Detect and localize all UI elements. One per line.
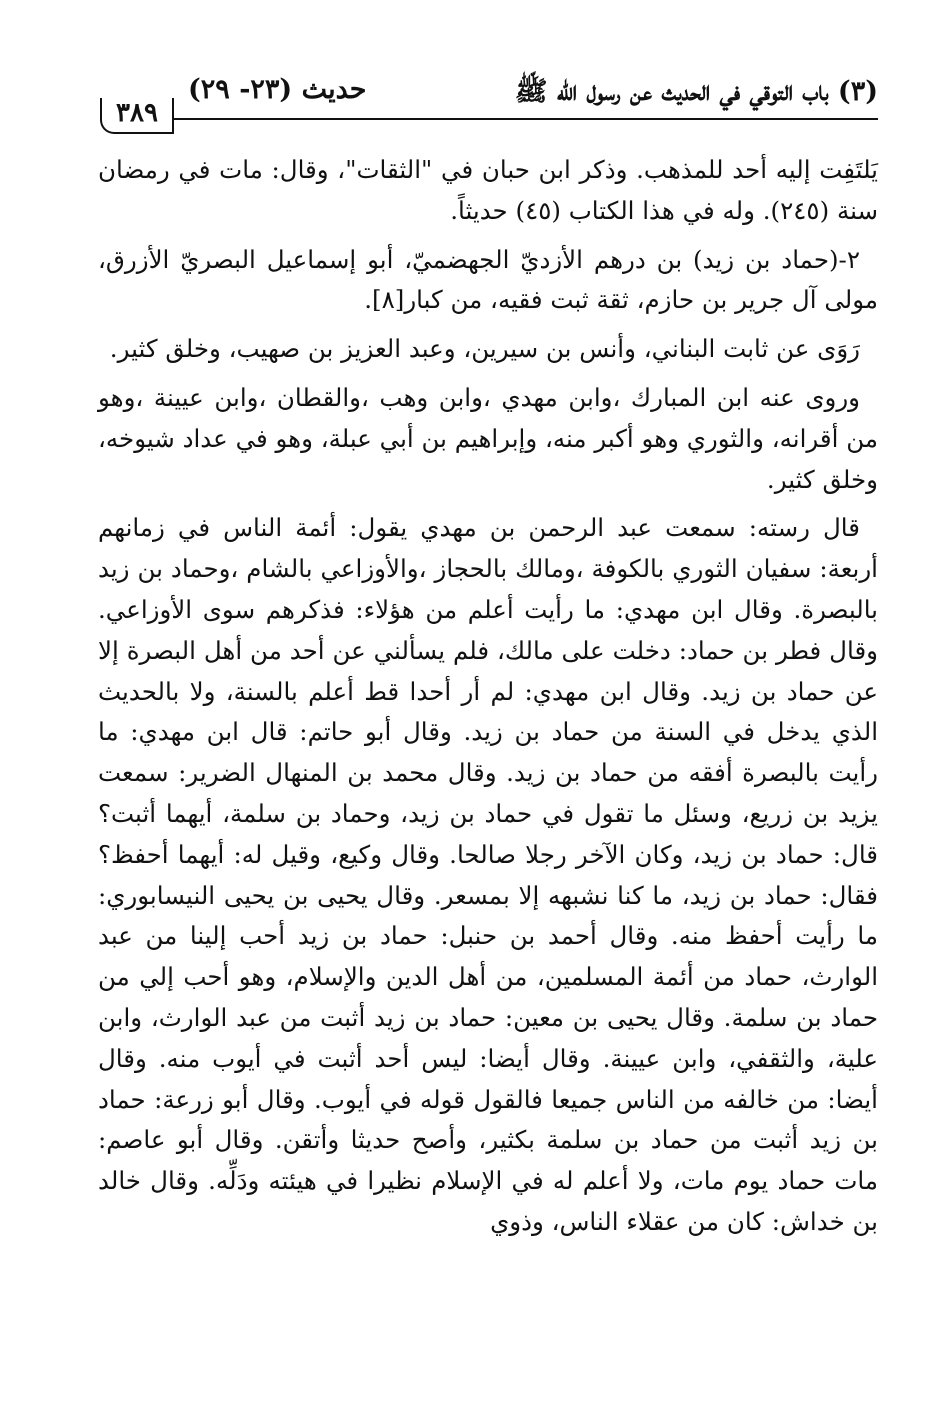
page-header <box>98 62 878 128</box>
page-number: ٣٨٩ <box>100 98 174 134</box>
body-text <box>98 150 878 1243</box>
paragraph: ٢-(حماد بن زيد) بن درهم الأزديّ الجهضميّ، أبو إسماعيل البصريّ الأزرق، مولى آل جرير بن حازم، ثقة ثبت فقيه، من كبار[٨]. <box>98 244 878 315</box>
paragraph: رَوَى عن ثابت البناني، وأنس بن سيرين، وعبد العزيز بن صهيب، وخلق كثير. <box>109 334 860 364</box>
hadith-range: حديث (٢٣- ٢٩) <box>188 74 367 105</box>
paragraph: يَلتَفِت إليه أحد للمذهب. وذكر ابن حبان في "الثقات"، وقال: مات في رمضان سنة (٢٤٥). وله في هذا الكتاب (٤٥) حديثاً. <box>98 155 878 225</box>
header-rule <box>170 118 878 120</box>
book-page <box>98 62 878 1251</box>
chapter-title: (٣) باب التوقي في الحديث عن رسول الله ﷺ <box>514 76 878 107</box>
paragraph: قال رسته: سمعت عبد الرحمن بن مهدي يقول: أئمة الناس في زمانهم أربعة: سفيان الثوري بالكوفة ،ومالك بالحجاز ،والأوزاعي بالشام ،وحماد بن زيد بالبصرة. وقال ابن مهدي: ما رأيت أعلم من هؤلاء: فذكرهم سوى الأوزاعي. وقال فطر بن حماد: دخلت على مالك، فلم يسألني عن أحد من أهل البصرة إلا عن حماد بن زيد. وقال ابن مهدي: لم أر أحدا قط أعلم بالسنة، ولا بالحديث الذي يدخل في السنة من حماد بن زيد. وقال أبو حاتم: قال ابن مهدي: ما رأيت بالبصرة أفقه من حماد بن زيد. وقال محمد بن المنهال الضرير: سمعت يزيد بن زريع، وسئل ما تقول في حماد بن زيد، وحماد بن سلمة، أيهما أثبت؟ قال: حماد بن زيد، وكان الآخر رجلا صالحا. وقال وكيع، وقيل له: أيهما أحفظ؟ فقال: حماد بن زيد، ما كنا نشبهه إلا بمسعر. وقال يحيى بن يحيى النيسابوري: ما رأيت أحفظ منه. وقال أحمد بن حنبل: حماد بن زيد أحب إلينا من عبد الوارث، حماد من أئمة المسلمين، من أهل الدين والإسلام، وهو أحب إلي من حماد بن سلمة. وقال يحيى بن معين: حماد بن زيد أثبت من عبد الوارث، وابن علية، والثقفي، وابن عيينة. وقال أيضا: ليس أحد أثبت في أيوب منه. وقال أيضا: من خالفه من الناس جميعا فالقول قوله في أيوب. وقال أبو زرعة: حماد بن زيد أثبت من حماد بن سلمة بكثير، وأصح حديثا وأتقن. وقال أبو عاصم: مات حماد يوم مات، ولا أعلم له في الإسلام نظيرا في هيئته ودَلِّه. وقال خالد بن خداش: كان من عقلاء الناس، وذوي <box>98 513 878 1236</box>
paragraph: وروى عنه ابن المبارك ،وابن مهدي ،وابن وهب ،والقطان ،وابن عيينة ،وهو من أقرانه، والثوري وهو أكبر منه، وإبراهيم بن أبي عبلة، وهو في عداد شيوخه، وخلق كثير. <box>98 382 878 494</box>
